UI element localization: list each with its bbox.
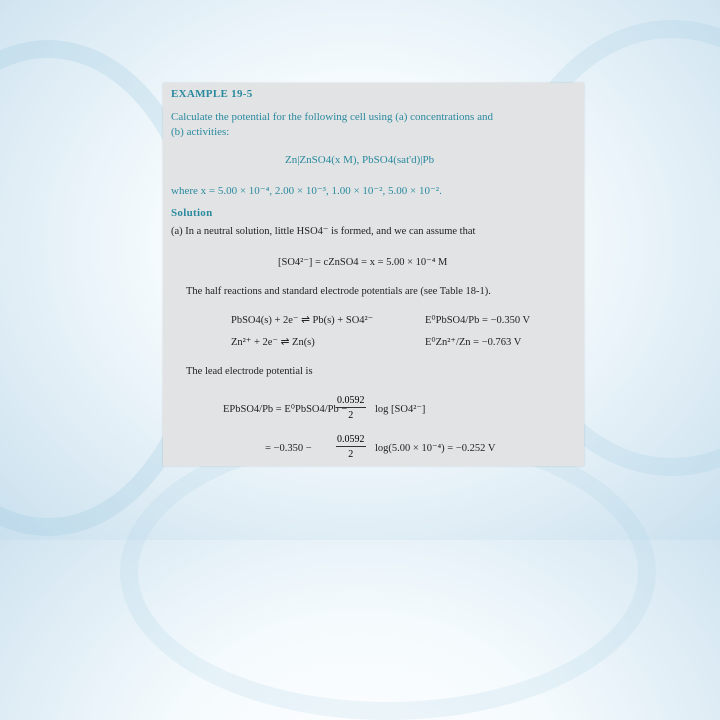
equation-2-denominator: 2	[348, 449, 354, 460]
example-heading: EXAMPLE 19-5	[171, 88, 253, 100]
solution-heading: Solution	[171, 207, 213, 219]
equation-1-denominator: 2	[348, 410, 354, 421]
standard-potential-1: E⁰PbSO4/Pb = −0.350 V	[425, 315, 531, 326]
concentration-equation: [SO4²⁻] = cZnSO4 = x = 5.00 × 10⁻⁴ M	[278, 257, 448, 268]
intro-line-2: (b) activities:	[171, 126, 230, 138]
intro-line-1: Calculate the potential for the following cell using (a) concentrations and	[171, 111, 493, 123]
equation-2-rhs: log(5.00 × 10⁻⁴) = −0.252 V	[375, 443, 496, 454]
half-reactions-intro: The half reactions and standard electrode potentials are (see Table 18-1).	[186, 286, 491, 297]
equation-2-numerator: 0.0592	[337, 434, 365, 445]
equation-1-fraction	[336, 395, 366, 421]
half-reaction-2: Zn²⁺ + 2e⁻ ⇌ Zn(s)	[231, 337, 315, 348]
part-a-text: (a) In a neutral solution, little HSO4⁻ is formed, and we can assume that	[171, 226, 476, 237]
lead-potential-intro: The lead electrode potential is	[186, 366, 313, 377]
standard-potential-2: E⁰Zn²⁺/Zn = −0.763 V	[425, 337, 522, 348]
equation-2-fraction	[336, 434, 366, 460]
equation-2-lhs: = −0.350 −	[265, 443, 312, 454]
background-swirl	[120, 424, 656, 720]
equation-1-rhs: log [SO4²⁻]	[375, 404, 426, 415]
equation-1-lhs: EPbSO4/Pb = E⁰PbSO4/Pb −	[223, 404, 348, 415]
equation-1-numerator: 0.0592	[337, 395, 365, 406]
cell-notation: Zn|ZnSO4(x M), PbSO4(sat'd)|Pb	[285, 154, 435, 166]
where-line: where x = 5.00 × 10⁻⁴, 2.00 × 10⁻³, 1.00 × 10⁻², 5.00 × 10⁻².	[171, 185, 442, 197]
half-reaction-1: PbSO4(s) + 2e⁻ ⇌ Pb(s) + SO4²⁻	[231, 315, 374, 326]
example-panel	[163, 83, 584, 466]
